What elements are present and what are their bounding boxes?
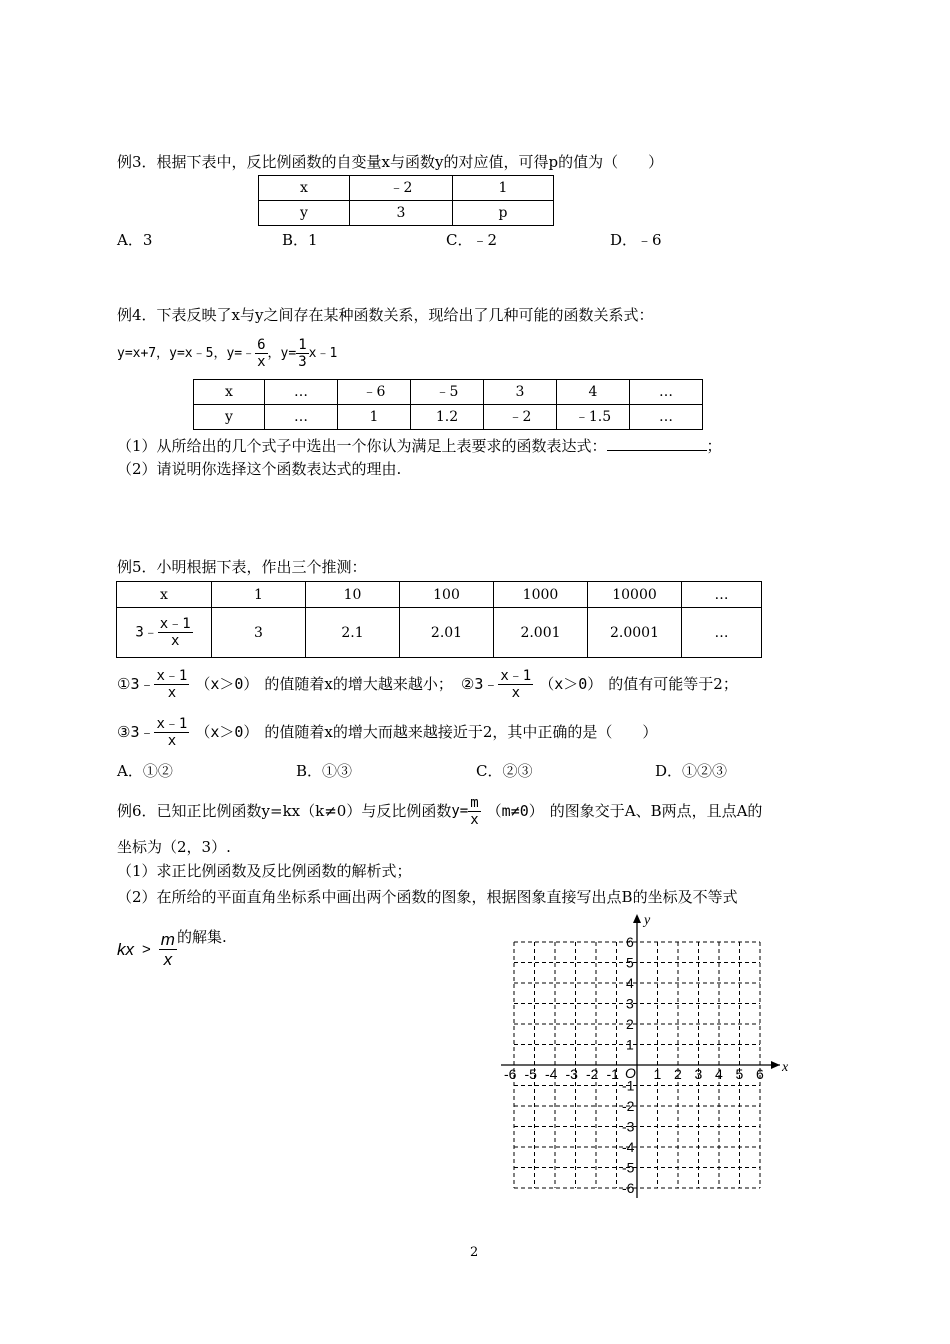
ex5-option-d: D．①②③ bbox=[655, 762, 728, 780]
expr-prefix: 3﹣ bbox=[130, 674, 155, 693]
fraction-denominator: x bbox=[257, 353, 266, 370]
coordinate-grid bbox=[495, 910, 795, 1200]
mark: ③ bbox=[117, 722, 131, 741]
table-cell: 2.01 bbox=[400, 608, 494, 658]
y-tick-label: -3 bbox=[622, 1118, 635, 1135]
table-cell: 10000 bbox=[588, 582, 682, 608]
question-text: 的图象交于A、B两点，且点A的 bbox=[549, 801, 763, 820]
ex4-table bbox=[193, 379, 703, 430]
table-cell: 3 bbox=[350, 201, 453, 226]
ex6-inequality bbox=[117, 922, 227, 976]
x-tick-label: 1 bbox=[653, 1066, 662, 1082]
fraction-denominator: x bbox=[511, 684, 520, 701]
table-cell: ﹣5 bbox=[411, 380, 484, 405]
fraction-numerator: 1 bbox=[298, 336, 307, 353]
fraction-numerator: m bbox=[160, 929, 175, 949]
x-tick-label: 2 bbox=[674, 1066, 682, 1082]
inequality-left: kx bbox=[117, 939, 134, 959]
table-cell: … bbox=[630, 405, 703, 430]
fraction-denominator: x bbox=[167, 732, 177, 749]
fraction-x-minus-1-over-x bbox=[154, 669, 189, 700]
ex5-table bbox=[116, 581, 762, 658]
inequality-tail: 的解集. bbox=[176, 928, 227, 946]
formula-text: y=x+7，y=x﹣5，y=﹣ bbox=[117, 345, 256, 361]
ex3-question: 例3．根据下表中，反比例函数的自变量x与函数y的对应值，可得p的值为（ ） bbox=[117, 153, 664, 171]
x-tick-label: -5 bbox=[524, 1066, 537, 1082]
fraction-numerator: x﹣1 bbox=[156, 715, 188, 732]
y-tick-label: -4 bbox=[622, 1139, 635, 1155]
table-cell: ﹣2 bbox=[484, 405, 557, 430]
table-cell: … bbox=[265, 405, 338, 430]
ex4-formulas bbox=[117, 333, 337, 373]
condition: （x＞0） bbox=[195, 722, 259, 741]
ex6-line2: 坐标为（2，3）. bbox=[117, 838, 231, 856]
y-axis-label: y bbox=[644, 913, 651, 928]
y-tick-label: 5 bbox=[626, 954, 634, 971]
table-cell: 1000 bbox=[494, 582, 588, 608]
y-tick-label: 6 bbox=[626, 934, 634, 950]
table-cell: 2.1 bbox=[306, 608, 400, 658]
table-cell: 3 bbox=[212, 608, 306, 658]
ex3-option-b: B．1 bbox=[282, 231, 318, 249]
table-cell: 1 bbox=[212, 582, 306, 608]
ex3-option-a: A．3 bbox=[117, 231, 153, 249]
ex3-option-d: D．﹣6 bbox=[610, 231, 662, 249]
table-cell: … bbox=[630, 380, 703, 405]
table-cell: 100 bbox=[400, 582, 494, 608]
conjecture-text: 的值有可能等于2； bbox=[608, 674, 738, 693]
ex6-line1 bbox=[117, 788, 762, 834]
fraction-x-minus-1-over-x bbox=[158, 617, 193, 648]
table-cell: y bbox=[194, 405, 265, 430]
table-cell: ﹣1.5 bbox=[557, 405, 630, 430]
question-text: 例6．已知正比例函数y=kx（k≠0）与反比例函数 bbox=[117, 801, 452, 820]
mark: ② bbox=[460, 674, 475, 693]
table-cell: 2.0001 bbox=[588, 608, 682, 658]
x-axis-arrow-icon bbox=[771, 1061, 780, 1069]
fraction-numerator: x﹣1 bbox=[500, 667, 532, 684]
x-tick-label: -1 bbox=[606, 1066, 619, 1082]
y-tick-label: 2 bbox=[626, 1016, 634, 1032]
table-cell: 1 bbox=[338, 405, 411, 430]
table-cell: 1.2 bbox=[411, 405, 484, 430]
ex3-option-c: C．﹣2 bbox=[446, 231, 498, 249]
fraction-numerator: 6 bbox=[257, 336, 266, 353]
y-tick-label: -1 bbox=[622, 1077, 635, 1094]
table-cell: ﹣6 bbox=[338, 380, 411, 405]
x-tick-label: -2 bbox=[586, 1066, 599, 1082]
origin-label: O bbox=[625, 1065, 636, 1081]
fraction-numerator: m bbox=[470, 794, 479, 811]
table-cell: 4 bbox=[557, 380, 630, 405]
greater-than: > bbox=[142, 940, 151, 958]
y-equals: y= bbox=[451, 803, 469, 819]
expr-prefix: 3﹣ bbox=[130, 722, 155, 741]
ex5-option-b: B．①③ bbox=[296, 762, 353, 780]
fraction-m-over-x bbox=[159, 931, 177, 968]
expr-prefix: 3﹣ bbox=[135, 624, 158, 641]
conjecture-text: 的值随着x的增大而越来越接近于2，其中正确的是（ ） bbox=[264, 722, 658, 741]
ex6-q2: （2）在所给的平面直角坐标系中画出两个函数的图象，根据图象直接写出点B的坐标及不等式 bbox=[117, 888, 738, 906]
ex3-table bbox=[258, 175, 554, 226]
fraction-denominator: x bbox=[163, 949, 173, 969]
table-cell: 1 bbox=[453, 176, 554, 201]
expr-prefix: 3﹣ bbox=[474, 674, 499, 693]
y-tick-label: -5 bbox=[622, 1159, 635, 1176]
table-cell: … bbox=[265, 380, 338, 405]
fraction-numerator: x﹣1 bbox=[156, 667, 188, 684]
x-tick-label: -6 bbox=[504, 1066, 517, 1082]
x-tick-label: 5 bbox=[735, 1066, 744, 1082]
x-tick-label: 4 bbox=[715, 1066, 723, 1082]
table-cell: 10 bbox=[306, 582, 400, 608]
table-cell: x bbox=[117, 582, 212, 608]
table-cell: p bbox=[453, 201, 554, 226]
fraction-numerator: x﹣1 bbox=[159, 616, 191, 632]
y-tick-label: 3 bbox=[626, 995, 634, 1012]
x-axis-label: x bbox=[782, 1060, 789, 1075]
fraction-denominator: x bbox=[167, 684, 177, 701]
condition: （m≠0） bbox=[486, 801, 544, 820]
ex5-conjecture-3 bbox=[117, 710, 657, 754]
condition: （x＞0） bbox=[195, 674, 259, 693]
ex4-q2: （2）请说明你选择这个函数表达式的理由. bbox=[117, 460, 402, 478]
condition: （x＞0） bbox=[539, 674, 603, 693]
table-cell: y bbox=[259, 201, 350, 226]
fraction-denominator: x bbox=[170, 633, 180, 649]
mark: ① bbox=[117, 674, 131, 693]
y-tick-label: 1 bbox=[626, 1036, 634, 1053]
formula-text: ，y= bbox=[267, 345, 297, 361]
x-tick-label: -3 bbox=[565, 1066, 578, 1082]
x-tick-label: -4 bbox=[545, 1066, 558, 1082]
ex4-question: 例4．下表反映了x与y之间存在某种函数关系，现给出了几种可能的函数关系式： bbox=[117, 306, 654, 324]
y-tick-label: 4 bbox=[626, 975, 634, 991]
table-cell: 3 bbox=[484, 380, 557, 405]
answer-blank bbox=[607, 438, 707, 451]
fraction-x-minus-1-over-x bbox=[498, 669, 533, 700]
ex6-q1: （1）求正比例函数及反比例函数的解析式； bbox=[117, 862, 412, 880]
fraction-denominator: x bbox=[470, 811, 479, 828]
table-cell: … bbox=[682, 608, 762, 658]
page-number: 2 bbox=[470, 1245, 479, 1260]
table-cell: 2.001 bbox=[494, 608, 588, 658]
ex5-conjecture-1-2 bbox=[117, 662, 738, 706]
fraction-x-minus-1-over-x bbox=[154, 717, 189, 748]
y-axis-arrow-icon bbox=[633, 914, 641, 923]
ex5-option-c: C．②③ bbox=[476, 762, 533, 780]
x-tick-label: 3 bbox=[694, 1066, 703, 1082]
fraction-m-over-x bbox=[468, 796, 480, 827]
formula-text: x﹣1 bbox=[308, 345, 338, 361]
fraction-6-over-x bbox=[255, 338, 267, 369]
conjecture-text: 的值随着x的增大越来越小； bbox=[264, 674, 453, 693]
table-row-label bbox=[117, 608, 212, 658]
table-cell: x bbox=[194, 380, 265, 405]
question-text: （1）从所给出的几个式子中选出一个你认为满足上表要求的函数表达式： bbox=[117, 437, 607, 455]
ex4-q1 bbox=[117, 438, 722, 454]
question-end: ； bbox=[706, 437, 722, 455]
table-cell: ﹣2 bbox=[350, 176, 453, 201]
y-tick-label: -6 bbox=[622, 1180, 635, 1196]
ex5-option-a: A．①② bbox=[117, 762, 173, 780]
ex5-question: 例5．小明根据下表，作出三个推测： bbox=[117, 558, 367, 576]
y-tick-label: -2 bbox=[622, 1098, 635, 1114]
fraction-denominator: 3 bbox=[298, 353, 307, 370]
table-cell: … bbox=[682, 582, 762, 608]
table-cell: x bbox=[259, 176, 350, 201]
fraction-1-over-3 bbox=[296, 338, 308, 369]
x-tick-label: 6 bbox=[756, 1066, 764, 1082]
